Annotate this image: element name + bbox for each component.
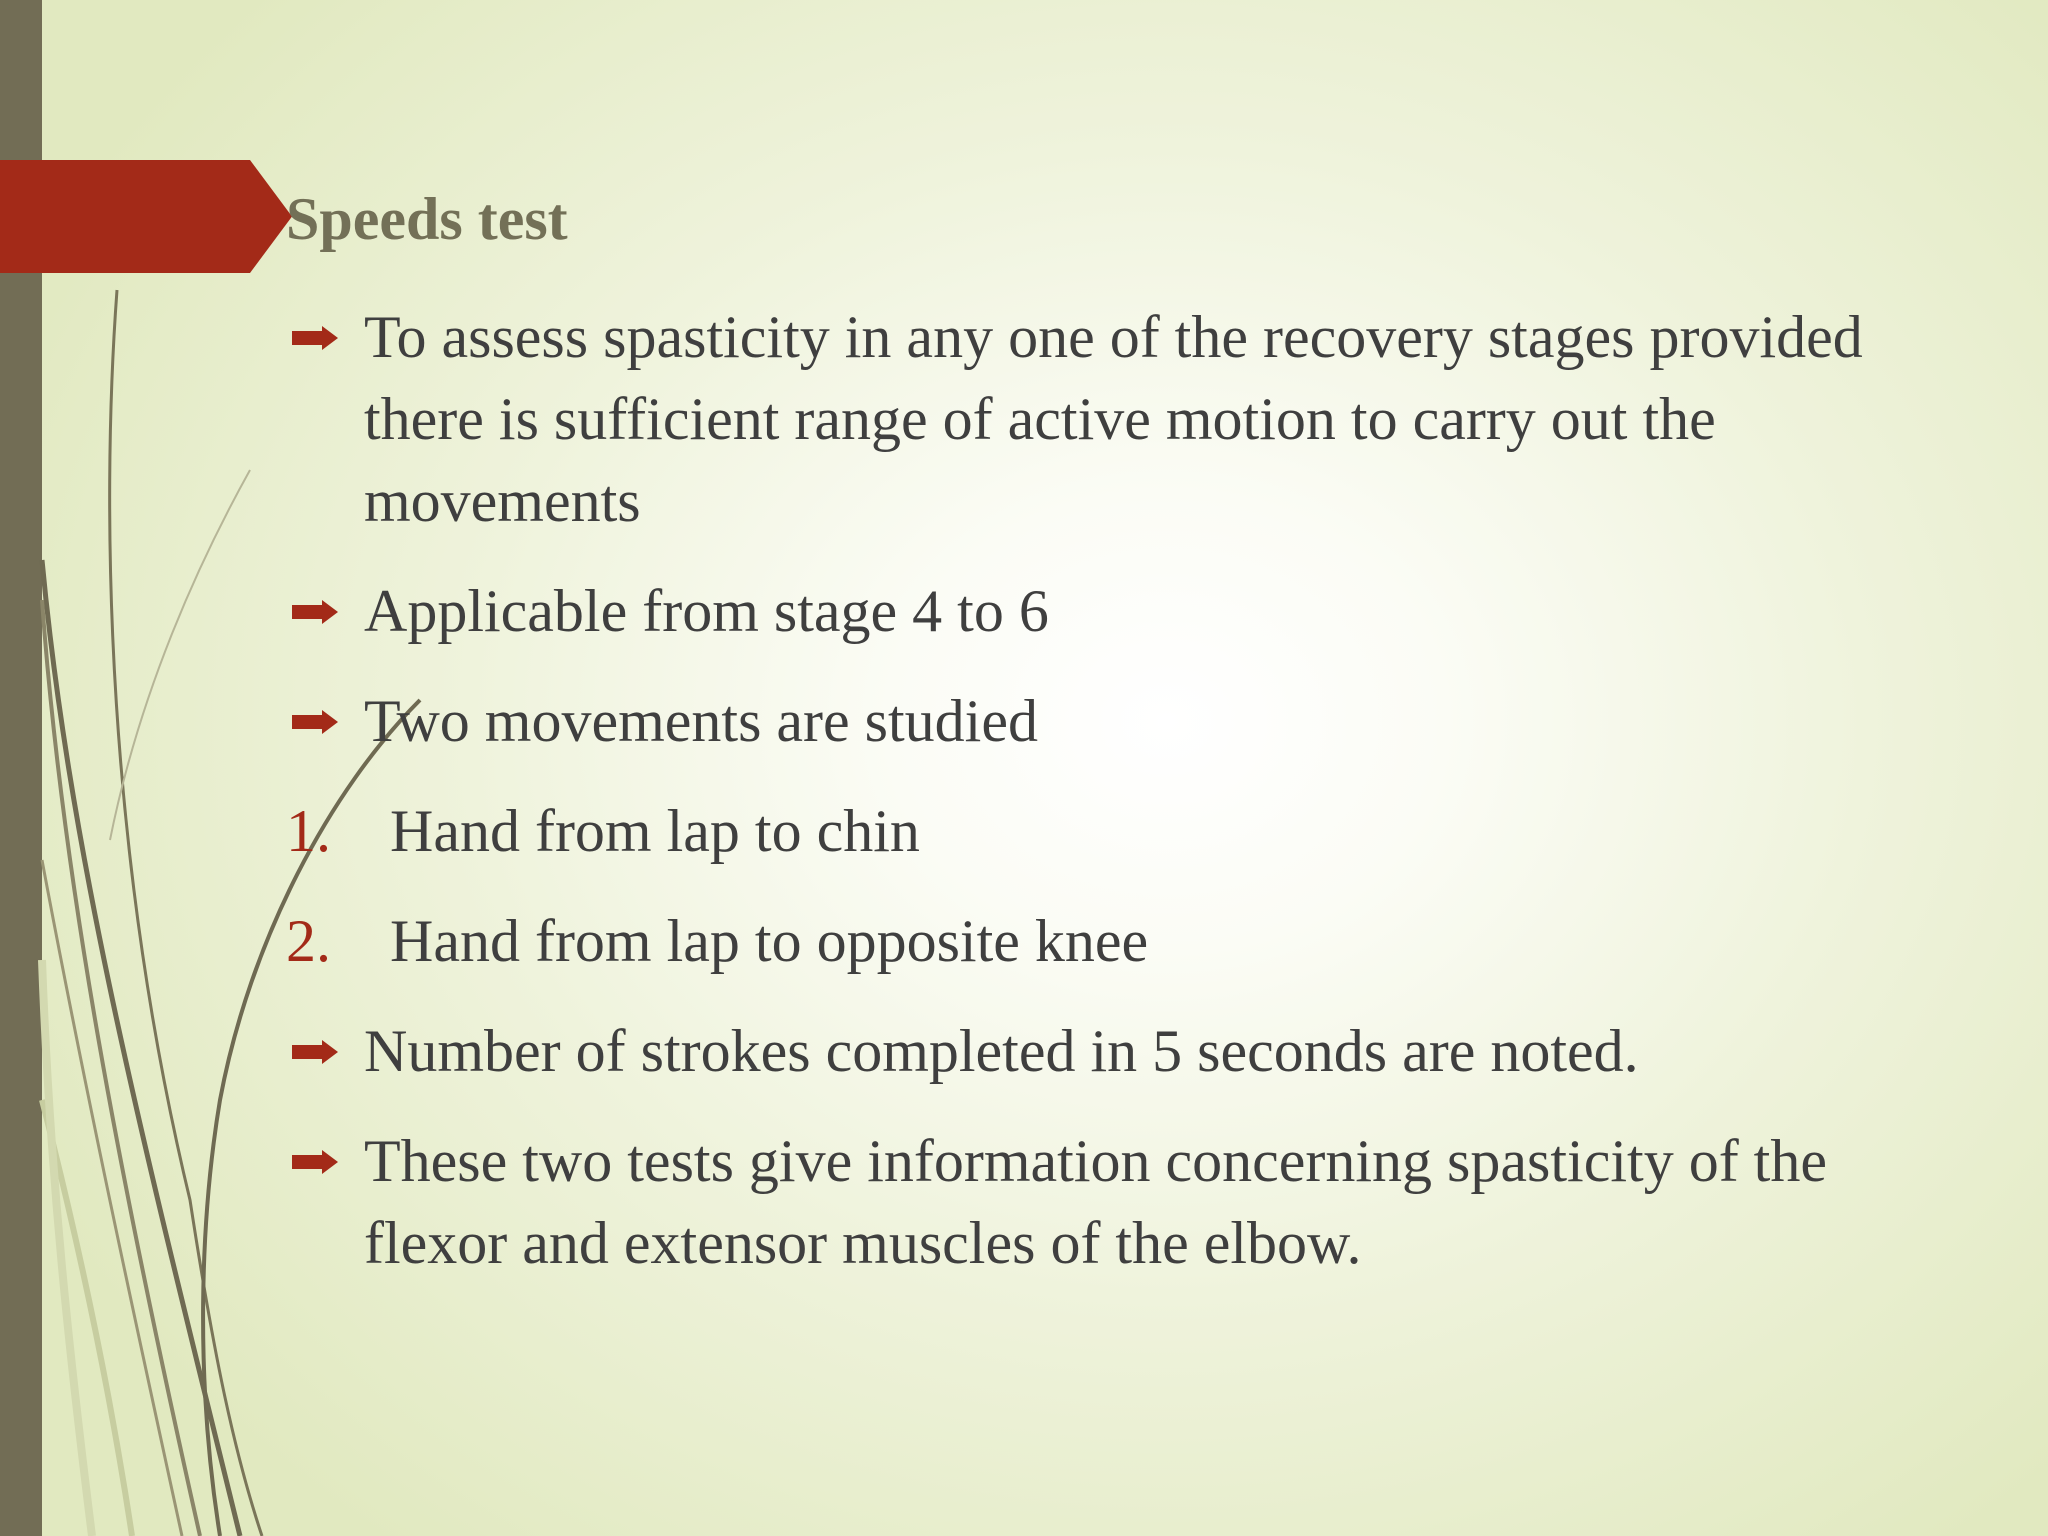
bullet-text: Applicable from stage 4 to 6 [364,578,1049,644]
numbered-item [286,790,1886,872]
numbered-item [286,900,1886,982]
list-number: 1. [286,798,331,864]
bullet-text: These two tests give information concerning spasticity of the flexor and extensor muscles of the elbow. [364,1128,1827,1276]
title-accent-tab [0,160,292,273]
slide-title: Speeds test [286,186,568,252]
bullet-item [286,680,1886,762]
bullet-item [286,1010,1886,1092]
list-number: 2. [286,908,331,974]
bullet-item [286,1120,1886,1284]
numbered-text: Hand from lap to chin [390,798,920,864]
bullet-item [286,570,1886,652]
bullet-item [286,296,1886,542]
arrow-right-icon [292,710,338,734]
numbered-text: Hand from lap to opposite knee [390,908,1149,974]
bullet-text: Number of strokes completed in 5 seconds are noted. [364,1018,1639,1084]
arrow-right-icon [292,600,338,624]
bullet-text: To assess spasticity in any one of the recovery stages provided there is sufficient range of active motion to carry out the movements [364,304,1863,534]
arrow-right-icon [292,1040,338,1064]
bullet-text: Two movements are studied [364,688,1038,754]
arrow-right-icon [292,1150,338,1174]
arrow-right-icon [292,326,338,350]
